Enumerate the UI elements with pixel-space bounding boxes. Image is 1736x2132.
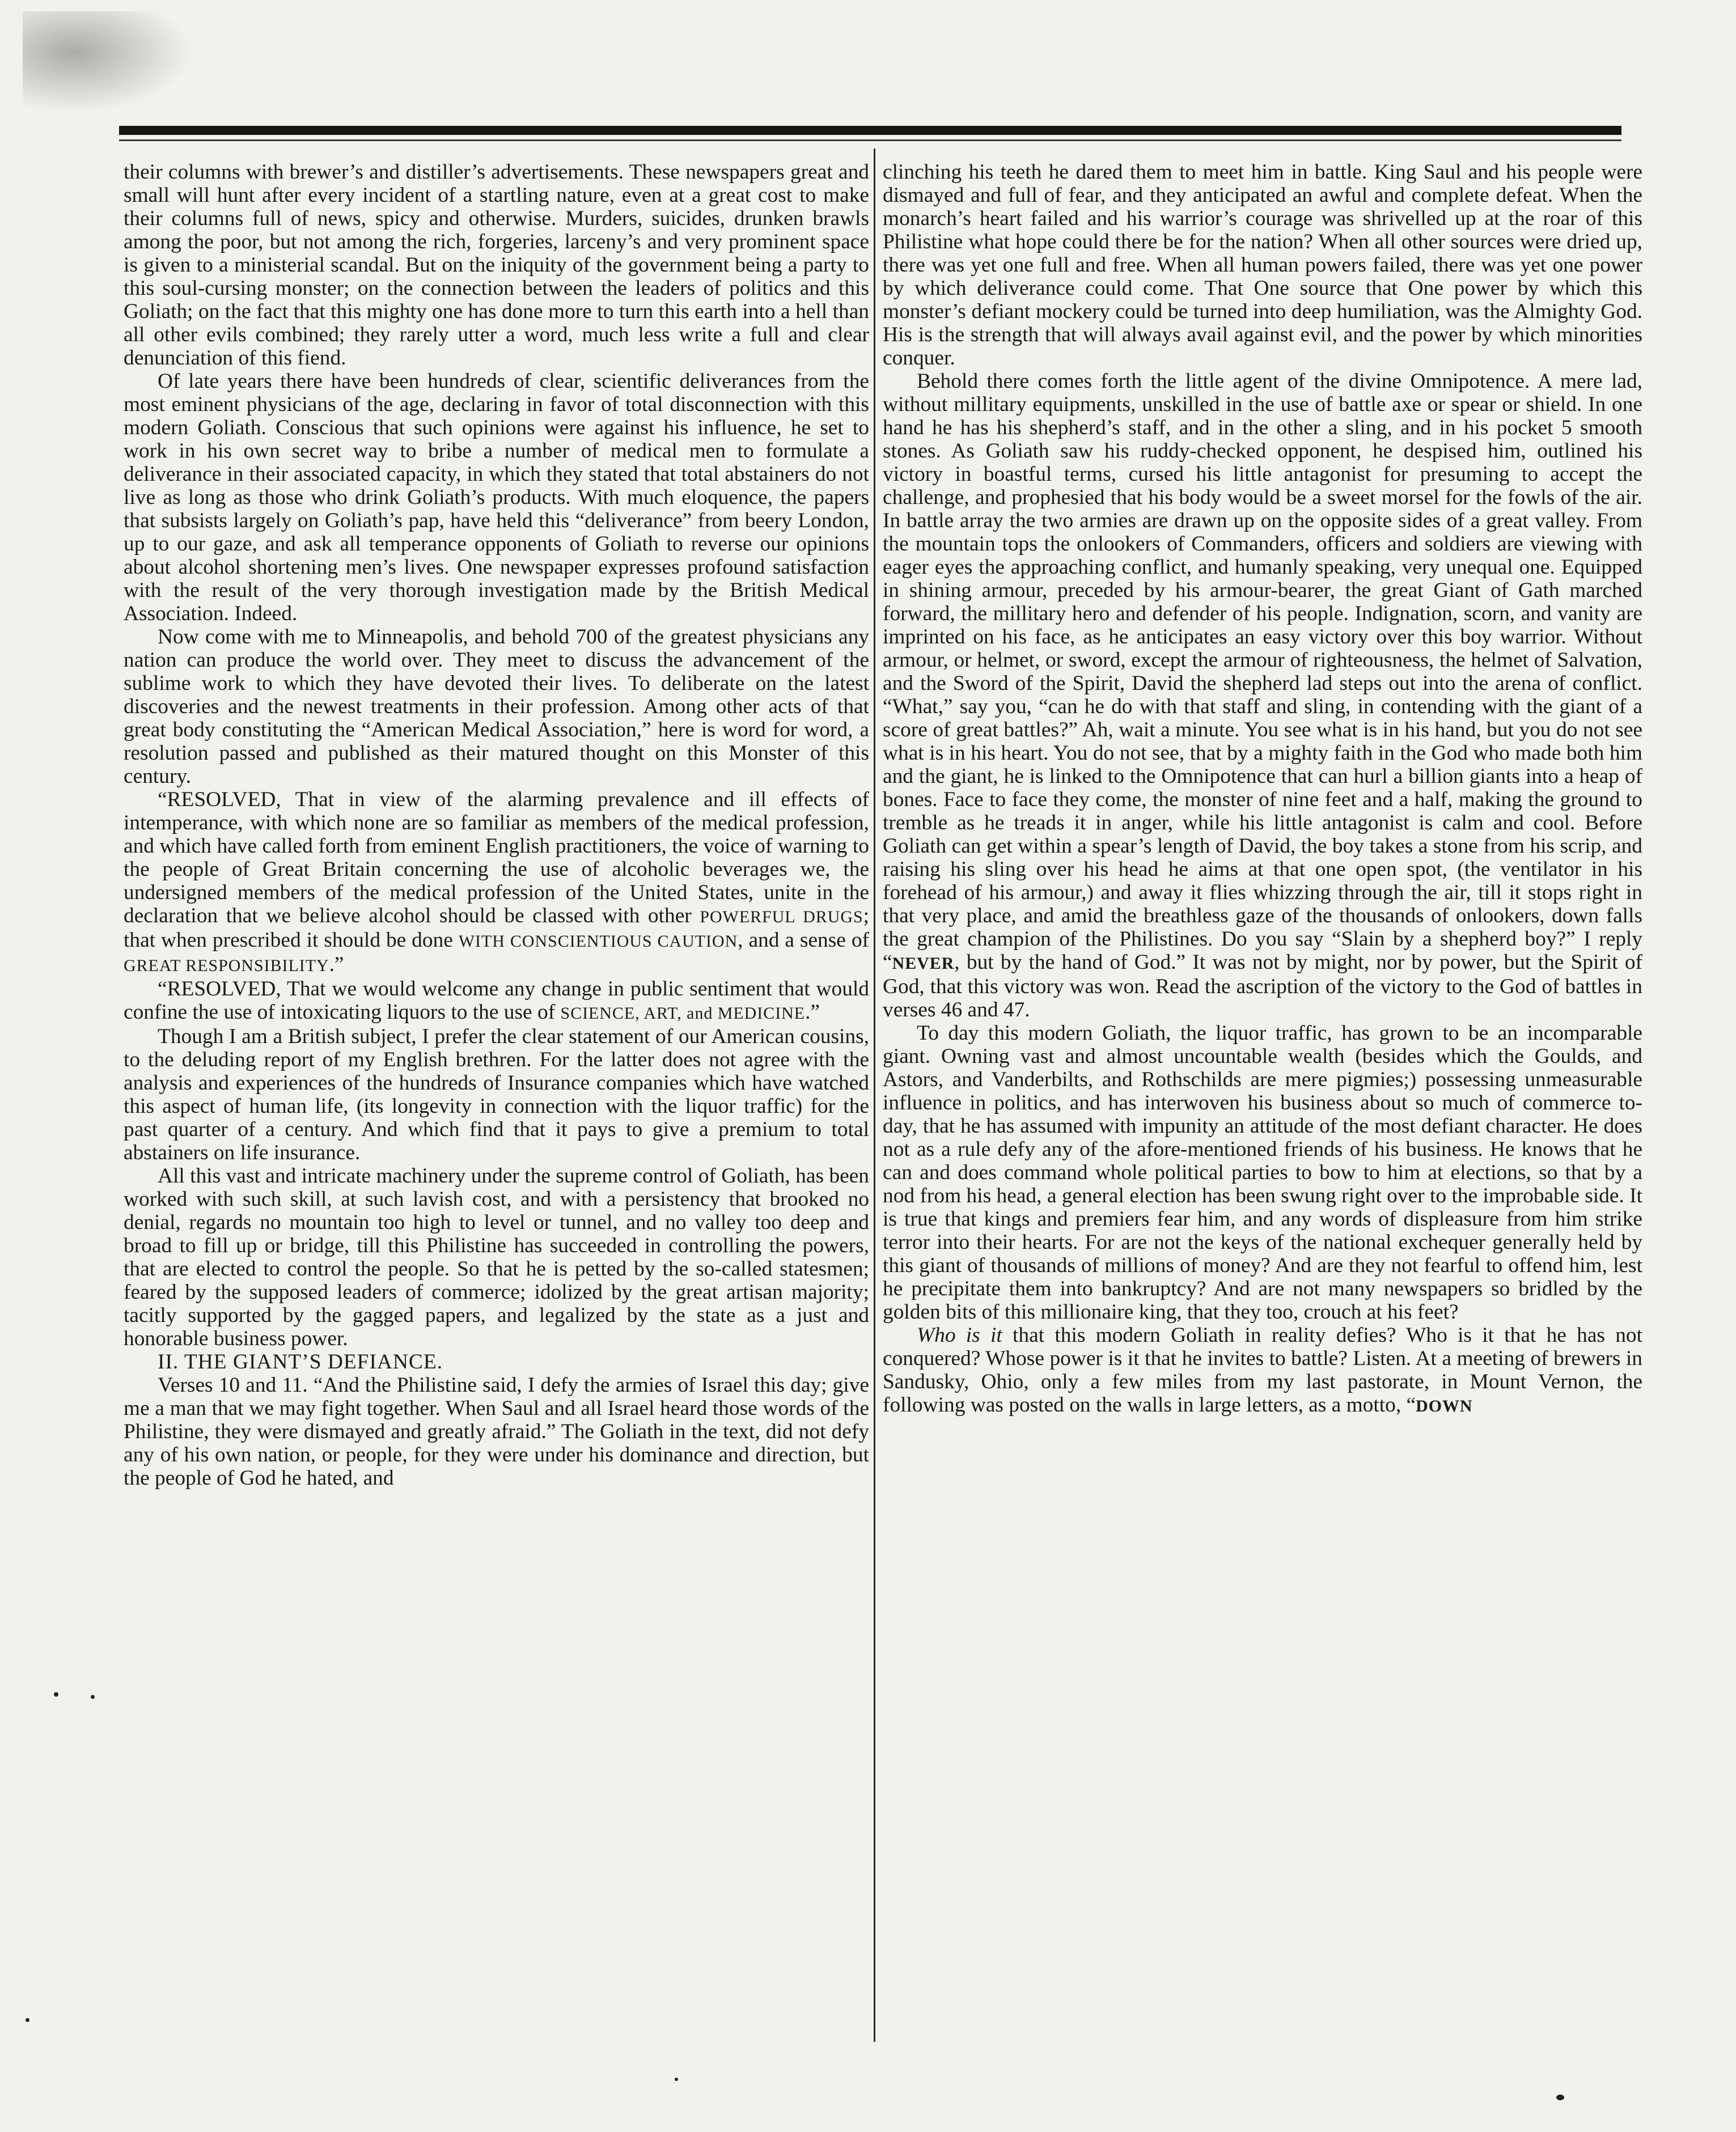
- down-word: DOWN: [1416, 1397, 1473, 1415]
- right-paragraph-4-text: that this modern Goliath in reality defies? Who is it that he has not conquered? Whose power is it that he invites to battle? Listen. At a meeting of brewers in Sandusky, Ohio, only a few miles from my last pastorate, in Mount Vernon, the following was posted on the walls in large letters, as a motto, “: [883, 1324, 1642, 1417]
- right-paragraph-2-b: , but by the hand of God.” It was not by might, nor by power, but the Spirit of God, that this victory was won. Read the ascription of the victory to the God of battles in verses 46 and 47.: [883, 951, 1642, 1022]
- left-paragraph-8: Verses 10 and 11. “And the Philistine said, I defy the armies of Israel this day; give me a man that we may fight together. When Saul and all Israel heard those words of the Philistine, they were dismayed and greatly afraid.” The Goliath in the text, did not defy any of his own nation, or people, for they were under his dominance and direction, but the people of God he hated, and: [124, 1374, 869, 1490]
- left-column: [124, 160, 869, 1490]
- resolution-1-text: That in view of the alarming prevalence and ill effects of intemperance, with which none are so familiar as members of the medical profession, and which have called forth from eminent English practitioners, the voice of warning to the people of Great Britain concerning the use of alcoholic beverages we, the undersigned members of the medical profession of the United States, unite in the declaration that we believe alcohol should be classed with other: [124, 788, 869, 927]
- resolved-lead: “RESOLVED,: [158, 788, 281, 811]
- scan-speck: [91, 1695, 95, 1699]
- section-heading: II. THE GIANT’S DEFIANCE.: [158, 1350, 443, 1374]
- resolution-1-text-3: , and a sense of: [738, 929, 869, 952]
- never-word: NEVER: [892, 954, 955, 973]
- right-paragraph-2: [883, 370, 1642, 1022]
- top-rule-thin: [119, 139, 1621, 141]
- resolution-2-end: .”: [805, 1001, 820, 1024]
- left-paragraph-1: their columns with brewer’s and distiller’s advertisements. These newspapers great and small will hunt after every incident of a startling nature, even at a great cost to make their columns full of news, spicy and otherwise. Murders, suicides, drunken brawls among the poor, but not among the rich, forgeries, larceny’s and very prominent space is given to a ministerial scandal. But on the iniquity of the government being a party to this soul-cursing monster; on the connection between the leaders of politics and this Goliath; on the fact that this mighty one has done more to turn this earth into a hell than all other evils combined; they rarely utter a word, much less write a full and clear denunciation of this fiend.: [124, 160, 869, 370]
- resolution-2-text: That we would welcome any change in public sentiment that would confine the use of intoxicating liquors to the use of: [124, 977, 869, 1024]
- column-divider: [874, 149, 875, 2042]
- scan-corner-smudge: [23, 11, 193, 113]
- scan-speck: [1556, 2095, 1564, 2100]
- who-is-it: Who is it: [917, 1324, 1002, 1347]
- left-paragraph-7: All this vast and intricate machinery under the supreme control of Goliath, has been worked with such skill, at such lavish cost, and with a persistency that brooked no denial, regards no mountain too high to level or tunnel, and no valley too deep and broad to fill up or bridge, till this Philistine has succeeded in controlling the powers, that are elected to control the people. So that he is petted by the so-called statesmen; feared by the supposed leaders of commerce; idolized by the great artisan majority; tacitly supported by the gagged papers, and legalized by the state as a just and honorable business power.: [124, 1164, 869, 1350]
- resolution-1-end: .”: [329, 953, 344, 976]
- resolution-1-text-2: ; that when prescribed it should be done: [124, 904, 869, 952]
- resolution-1: [124, 788, 869, 977]
- left-paragraph-2: Of late years there have been hundreds of clear, scientific deliverances from the most eminent physicians of the age, declaring in favor of total disconnection with this modern Goliath. Conscious that such opinions were against his influence, he set to work in his own secret way to bribe a number of medical men to formulate a deliverance in their associated capacity, in which they stated that total abstainers do not live as long as those who drink Goliath’s products. With much eloquence, the papers that subsists largely on Goliath’s pap, have held this “deliverance” from beery London, up to our gaze, and ask all temperance opponents of Goliath to reverse our opinions about alcohol shortening men’s lives. One newspaper expresses profound satisfaction with the result of the very thorough investigation made by the British Medical Association. Indeed.: [124, 370, 869, 625]
- scan-speck: [675, 2078, 678, 2081]
- conscientious-caution: WITH CONSCIENTIOUS CAUTION: [458, 932, 738, 951]
- right-paragraph-2-a: Behold there comes forth the little agent of the divine Omnipotence. A mere lad, without millitary equipments, unskilled in the use of battle axe or spear or shield. In one hand he has his shepherd’s staff, and in the other a sling, and in his pocket 5 smooth stones. As Goliath saw his ruddy-checked opponent, he despised him, outlined his victory in boastful terms, cursed his little antagonist for presuming to accept the challenge, and prophesied that his body would be a sweet morsel for the fowls of the air. In battle array the two armies are drawn up on the opposite sides of a great valley. From the mountain tops the onlookers of Commanders, officers and soldiers are viewing with eager eyes the approaching conflict, and humanly speaking, very unequal one. Equipped in shining armour, preceded by his armour-bearer, the great Giant of Gath marched forward, the millitary hero and defender of his people. Indignation, scorn, and vanity are imprinted on his face, as he anticipates an easy victory over this boy warrior. Without armour, or helmet, or sword, except the armour of righteousness, the helmet of Salvation, and the Sword of the Spirit, David the shepherd lad steps out into the arena of conflict. “What,” say you, “can he do with that staff and sling, in contending with the giant of a score of great battles?” Ah, wait a minute. You see what is in his hand, but you do not see what is in his heart. You do not see, that by a mighty faith in the God who made both him and the giant, he is linked to the Omnipotence that can hurl a billion giants into a heap of bones. Face to face they come, the monster of nine feet and a half, making the ground to tremble as he treads it in anger, while his little antagonist is calm and cool. Before Goliath can get within a spear’s length of David, the boy takes a stone from his scrip, and raising his sling over his head he aims at that one open spot, (the ventilator in his forehead of his armour,) and away it flies whizzing through the air, till it stops right in that very place, and amid the breathless gaze of the thousands of onlookers, down falls the great champion of the Philistines. Do you say “Slain by a shepherd boy?” I reply “: [883, 370, 1642, 974]
- scan-speck: [54, 1692, 58, 1697]
- scan-speck: [26, 2018, 29, 2022]
- right-paragraph-1: clinching his teeth he dared them to meet him in battle. King Saul and his people were dismayed and full of fear, and they anticipated an awful and complete defeat. When the monarch’s heart failed and his warrior’s courage was shrivelled up at the roar of this Philistine what hope could there be for the nation? When all other sources were dried up, there was yet one full and free. When all human powers failed, there was yet one power by which deliverance could come. That One source that One power by which this monster’s defiant mockery could be turned into deep humiliation, was the Almighty God. His is the strength that will always avail against evil, and the power by which minorities conquer.: [883, 160, 1642, 370]
- resolved-lead-2: “RESOLVED,: [158, 977, 281, 1001]
- top-rule: [119, 126, 1621, 135]
- science-art-medicine: SCIENCE, ART, and MEDICINE: [560, 1004, 806, 1023]
- left-paragraph-3: Now come with me to Minneapolis, and behold 700 of the greatest physicians any nation can produce the world over. They meet to discuss the advancement of the sublime work to which they have devoted their lives. To deliberate on the latest discoveries and the newest treatments in their profession. Among other acts of that great body constituting the “American Medical Association,” here is word for word, a resolution passed and published as their matured thought on this Monster of this century.: [124, 625, 869, 788]
- great-responsibility: GREAT RESPONSIBILITY: [124, 956, 329, 975]
- right-column: [883, 160, 1642, 1418]
- left-paragraph-6: Though I am a British subject, I prefer the clear statement of our American cousins, to the deluding report of my English brethren. For the latter does not agree with the analysis and experiences of the hundreds of Insurance companies which have watched this aspect of human life, (its longevity in connection with the liquor traffic) for the past quarter of a century. And which find that it pays to give a premium to total abstainers on life insurance.: [124, 1025, 869, 1164]
- right-paragraph-4: [883, 1324, 1642, 1418]
- powerful-drugs: POWERFUL DRUGS: [700, 908, 863, 926]
- resolution-2: [124, 977, 869, 1025]
- right-paragraph-3: To day this modern Goliath, the liquor traffic, has grown to be an incomparable giant. Owning vast and almost uncountable wealth (besides which the Goulds, and Astors, and Vanderbilts, and Rothschilds are mere pigmies;) possessing unmeasurable influence in politics, and has interwoven his business about so much of commerce to-day, that he has assumed with impunity an attitude of the most defiant character. He does not as a rule defy any of the afore-mentioned friends of his business. He knows that he can and does command whole political parties to bow to him at elections, so that by a nod from his head, a general election has been swung right over to the improbable side. It is true that kings and premiers fear him, and any words of displeasure from him strike terror into their hearts. For are not the keys of the national exchequer generally held by this giant of thousands of millions of money? And are they not fearful to offend him, lest he precipitate them into bankruptcy? And are not many newspapers so bridled by the golden bits of this millionaire king, that they too, crouch at his feet?: [883, 1022, 1642, 1324]
